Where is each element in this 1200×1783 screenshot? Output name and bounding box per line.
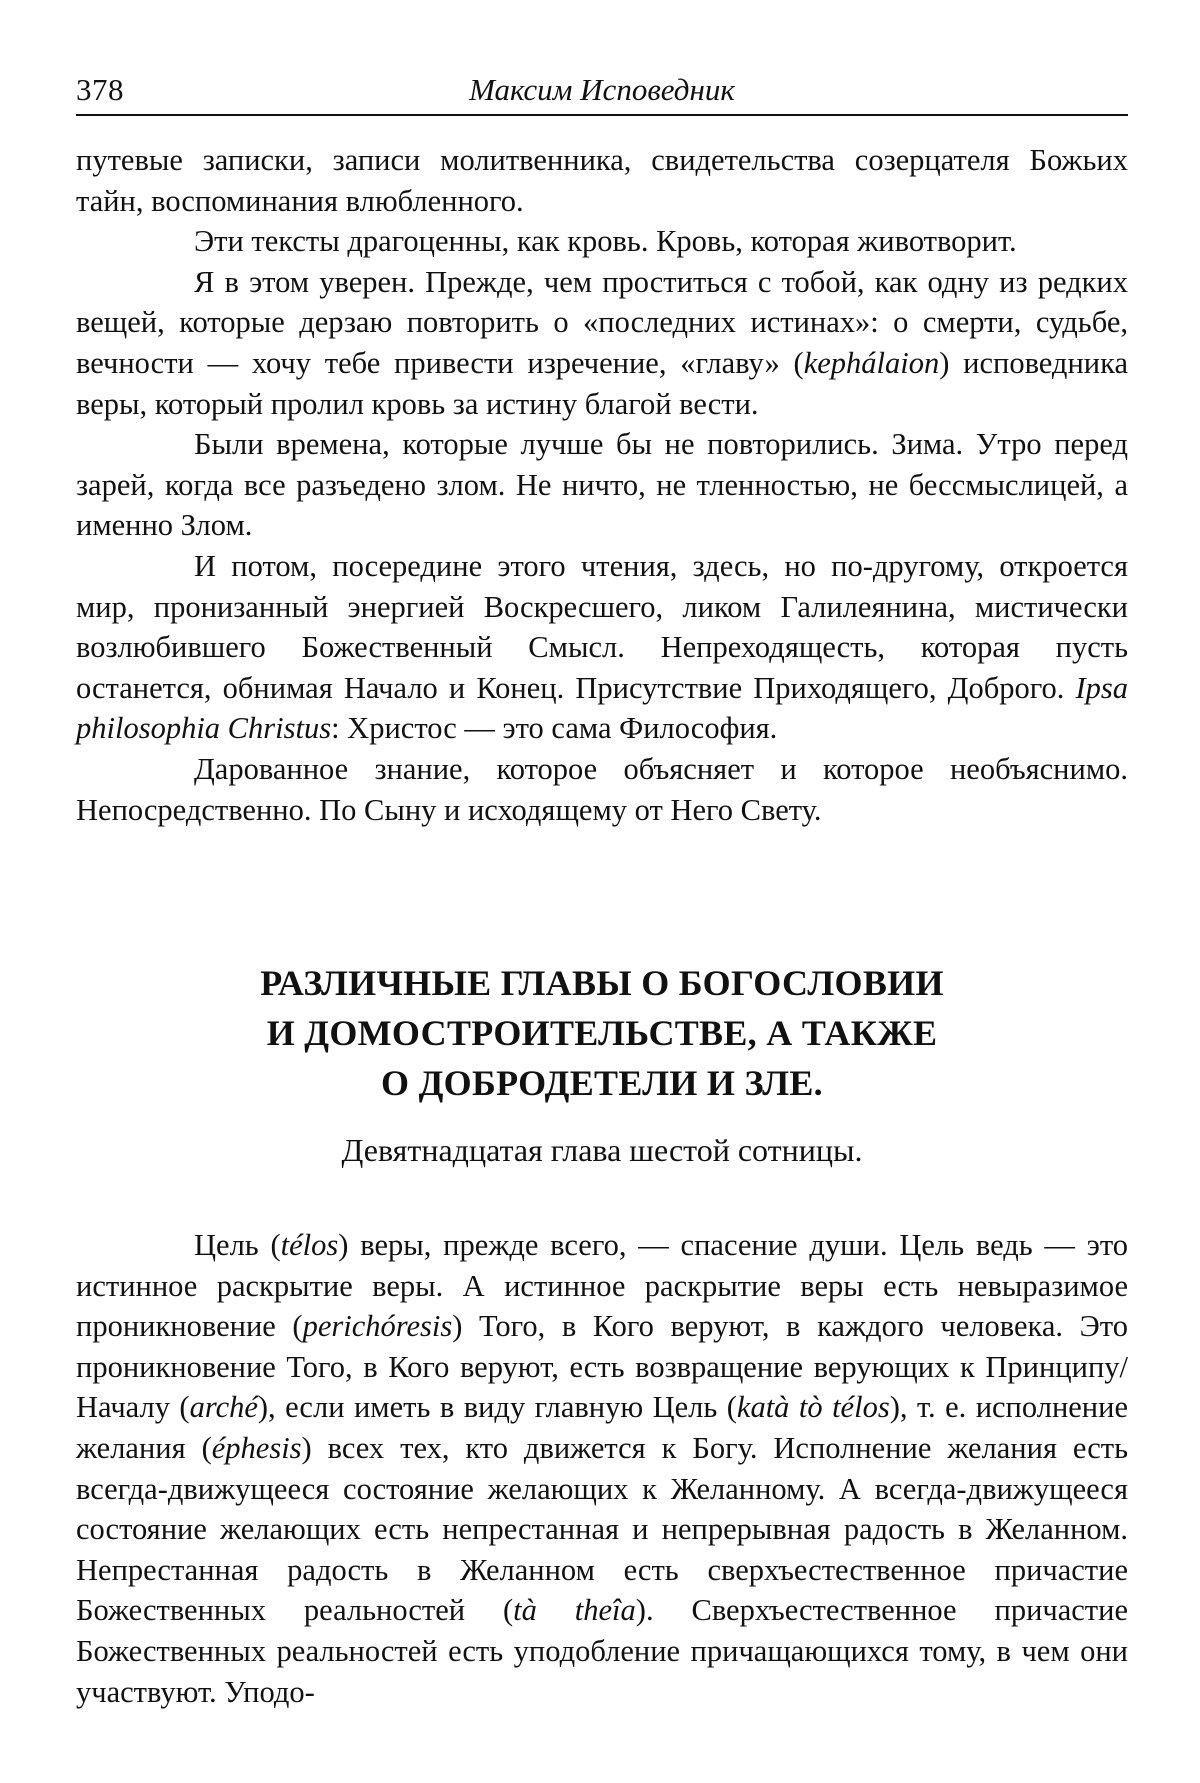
paragraph	[76, 546, 1128, 749]
greek-term: tà theîa	[513, 1593, 636, 1628]
paragraph: Были времена, которые лучше бы не повторились. Зима. Утро перед зарей, когда все разъедено злом. Не ничто, не тленностью, не бессмыслицей, а именно Злом.	[76, 427, 1128, 543]
running-title: Максим Исповедник	[469, 72, 735, 107]
paragraph-text: ), т. е. исполнение желания (	[76, 1390, 1128, 1465]
greek-term: perichóresis	[302, 1309, 453, 1344]
chapter-subtitle: Девятнадцатая глава шестой сотницы.	[341, 1132, 863, 1168]
paragraph-text: ) Того, в Кого веруют, в каждого человека. Это проникновение Того, в Кого веруют, есть возвращение верующих к Принципу/Началу (	[76, 1309, 1128, 1425]
paragraph-text: ), если иметь в виду главную Цель (	[257, 1390, 737, 1425]
greek-term: katà tò télos	[736, 1390, 890, 1425]
greek-term: éphesis	[211, 1430, 302, 1465]
paragraph-text: ) исповедника веры, который пролил кровь за истину благой вести.	[76, 345, 1128, 421]
paragraph: Эти тексты драгоценны, как кровь. Кровь, которая животворит.	[194, 224, 1017, 259]
book-page	[76, 0, 1128, 1783]
page-header	[76, 68, 1128, 116]
paragraph	[76, 1225, 1128, 1712]
paragraph	[76, 262, 1128, 424]
chapter-title-line: РАЗЛИЧНЫЕ ГЛАВЫ О БОГОСЛОВИИ	[260, 963, 944, 1003]
greek-term: kephálaion	[803, 345, 940, 380]
chapter-title-line: О ДОБРОДЕТЕЛИ И ЗЛЕ.	[381, 1063, 823, 1103]
intro-text-block	[76, 140, 1128, 830]
paragraph-text: Цель (	[194, 1228, 281, 1262]
paragraph-text: ). Сверхъестественное причастие Божественных реальностей есть уподобление причащающихся тому, в чем они участвуют. Уподо-	[76, 1593, 1129, 1709]
greek-term: arché	[189, 1390, 258, 1425]
chapter-text-block	[76, 1225, 1128, 1712]
paragraph-text: ) веры, прежде всего, — спасение души. Цель ведь — это истинное раскрытие веры. А истинное раскрытие веры есть невыразимое проникновение (	[76, 1228, 1128, 1344]
chapter-title	[76, 958, 1128, 1108]
paragraph: Дарованное знание, которое объясняет и которое необъяснимо. Непосредственно. По Сыну и исходящему от Него Свету.	[76, 751, 1128, 827]
paragraph-text: Я в этом уверен. Прежде, чем проститься с тобой, как одну из редких вещей, которые дерзаю повторить о «последних истинах»: о смерти, судьбе, вечности — хочу тебе привести изречение, «главу» (	[76, 264, 1128, 380]
latin-phrase: Ipsa philosophia Christus	[76, 670, 1128, 746]
paragraph-text: ) всех тех, кто движется к Богу. Исполнение желания есть всегда-движущееся состояние желающих к Желанному. А всегда-движущееся состояние желающих есть непрестанная и непрерывная радость в Желанном. Непрестанная радость в Желанном есть сверхъестественное причастие Божественных реальностей (	[76, 1430, 1128, 1628]
paragraph-text: : Христос — это сама Философия.	[331, 711, 778, 746]
greek-term: télos	[280, 1228, 339, 1262]
chapter-title-line: И ДОМОСТРОИТЕЛЬСТВЕ, А ТАКЖЕ	[266, 1013, 938, 1053]
paragraph-continued: путевые записки, записи молитвенника, свидетельства созерцателя Божьих тайн, воспоминания влюбленного.	[76, 143, 1128, 218]
paragraph-text: И потом, посередине этого чтения, здесь, но по-другому, откроется мир, пронизанный энергией Воскресшего, ликом Галилеянина, мистически возлюбившего Божественный Смысл. Непреходящесть, которая пусть останется, обнимая Начало и Конец. Присутствие Приходящего, Доброго.	[76, 548, 1128, 705]
page-number: 378	[76, 72, 124, 107]
